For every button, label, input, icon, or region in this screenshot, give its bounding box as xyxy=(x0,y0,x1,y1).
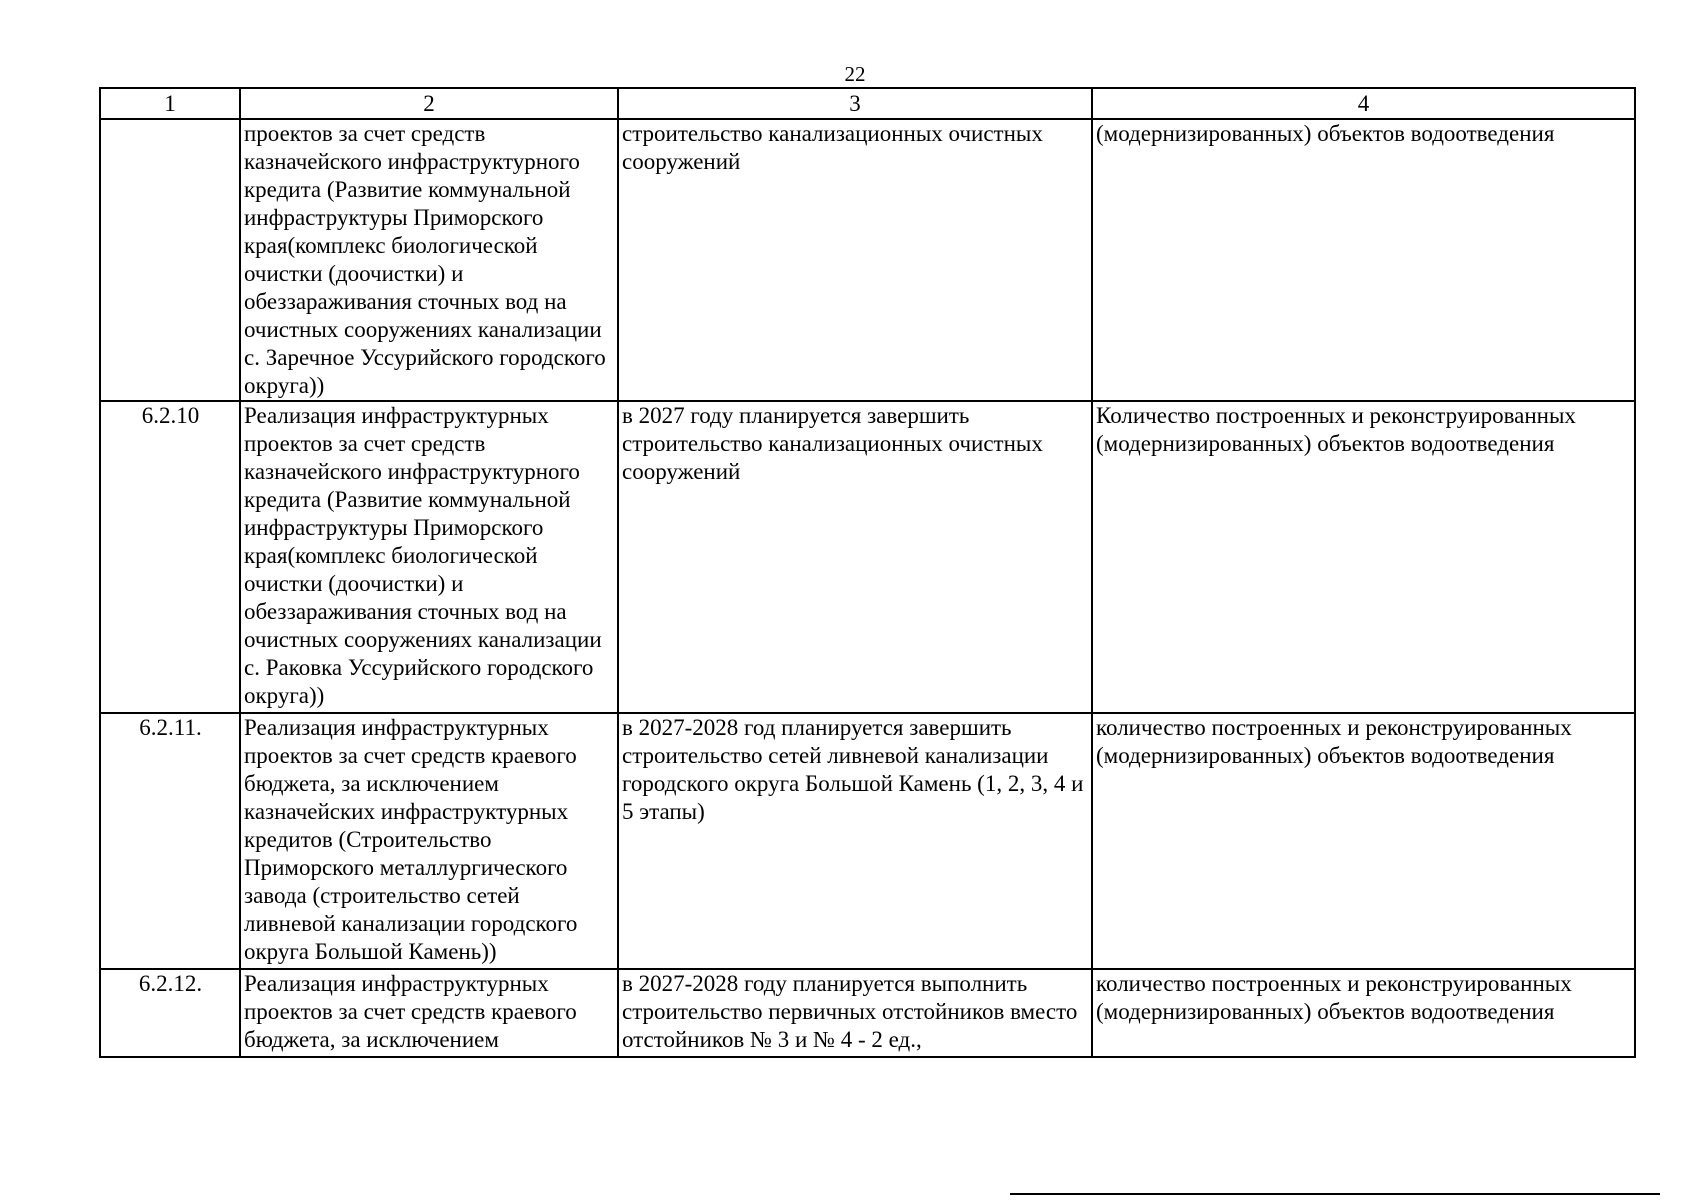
page-number: 22 xyxy=(844,62,866,86)
event-name-cell: Реализация инфраструктурных проектов за счет средств краевого бюджета, за исключением xyxy=(240,969,618,1057)
indicator-cell: количество построенных и реконструированных (модернизированных) объектов водоотведения xyxy=(1092,713,1635,969)
row-number: 6.2.10 xyxy=(100,401,240,713)
indicator-cell: Количество построенных и реконструированных (модернизированных) объектов водоотведения xyxy=(1092,401,1635,713)
column-header-4: 4 xyxy=(1092,88,1635,119)
bottom-rule xyxy=(1010,1193,1660,1195)
table-header-row xyxy=(100,88,1635,119)
row-number: 6.2.11. xyxy=(100,713,240,969)
indicator-cell: (модернизированных) объектов водоотведения xyxy=(1092,119,1635,401)
table-row xyxy=(100,401,1635,713)
table-row xyxy=(100,119,1635,401)
indicator-cell: количество построенных и реконструированных (модернизированных) объектов водоотведения xyxy=(1092,969,1635,1057)
table-row xyxy=(100,969,1635,1057)
result-cell: строительство канализационных очистных сооружений xyxy=(618,119,1092,401)
column-header-2: 2 xyxy=(240,88,618,119)
table-row xyxy=(100,713,1635,969)
event-name-cell: Реализация инфраструктурных проектов за счет средств казначейского инфраструктурного кредита (Развитие коммунальной инфраструктуры Приморского края(комплекс биологической очистки (доочистки) и обеззараживания сточных вод на очистных сооружениях канализации с. Раковка Уссурийского городского округа)) xyxy=(240,401,618,713)
column-header-1: 1 xyxy=(100,88,240,119)
result-cell: в 2027-2028 год планируется завершить строительство сетей ливневой канализации городского округа Большой Камень (1, 2, 3, 4 и 5 этапы) xyxy=(618,713,1092,969)
row-number xyxy=(100,119,240,401)
column-header-3: 3 xyxy=(618,88,1092,119)
document-table xyxy=(99,87,1636,1058)
result-cell: в 2027-2028 году планируется выполнить строительство первичных отстойников вместо отстойников № 3 и № 4 - 2 ед., xyxy=(618,969,1092,1057)
row-number: 6.2.12. xyxy=(100,969,240,1057)
event-name-cell: проектов за счет средств казначейского инфраструктурного кредита (Развитие коммунальной инфраструктуры Приморского края(комплекс биологической очистки (доочистки) и обеззараживания сточных вод на очистных сооружениях канализации с. Заречное Уссурийского городского округа)) xyxy=(240,119,618,401)
result-cell: в 2027 году планируется завершить строительство канализационных очистных сооружений xyxy=(618,401,1092,713)
event-name-cell: Реализация инфраструктурных проектов за счет средств краевого бюджета, за исключением казначейских инфраструктурных кредитов (Строительство Приморского металлургического завода (строительство сетей ливневой канализации городского округа Большой Камень)) xyxy=(240,713,618,969)
